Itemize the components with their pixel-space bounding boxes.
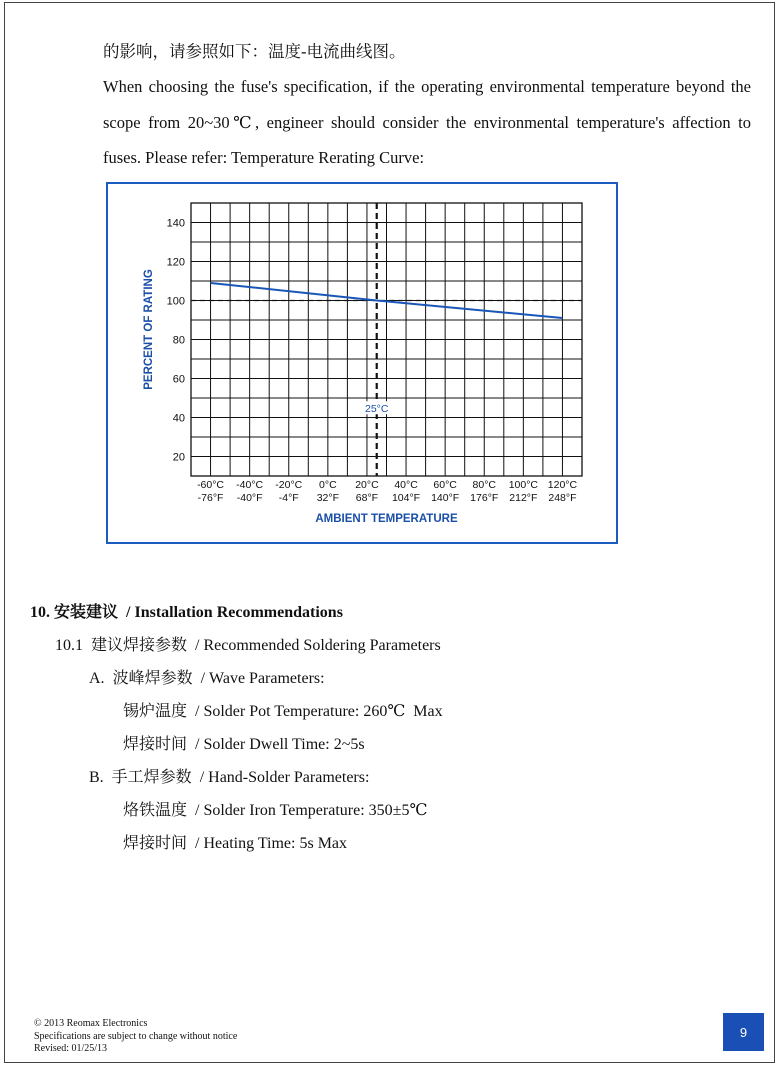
hand-label: B. [89,769,104,786]
y-tick-label: 140 [166,217,185,230]
solder-iron-temperature-cn: 烙铁温度 [123,802,188,819]
x-tick-label-fahrenheit: 248°F [548,492,577,504]
x-tick-label-celsius: 100°C [508,479,539,491]
solder-iron-temperature-line [123,797,427,820]
x-tick-label-fahrenheit: 212°F [509,492,538,504]
wave-title-cn: 波峰焊参数 [112,670,193,687]
reference-label: 25°C [364,402,389,415]
x-tick-label-fahrenheit: 68°F [355,492,379,504]
heating-time-cn: 焊接时间 [123,835,188,852]
x-tick-label-fahrenheit: 176°F [470,492,499,504]
footer-notice: Specifications are subject to change without notice [34,1030,238,1042]
x-tick-label-celsius: 60°C [433,479,457,491]
section-10-1-number: 10.1 [55,637,83,654]
y-tick-label: 20 [172,451,185,464]
x-tick-label-celsius: 0°C [319,479,337,491]
rerating-chart [108,184,620,546]
solder-dwell-time-line [123,731,365,754]
solder-dwell-time-cn: 焊接时间 [123,736,188,753]
x-tick-label-fahrenheit: 32°F [316,492,339,504]
x-tick-label-celsius: -20°C [275,479,303,491]
intro-en-text: When choosing the fuse's specification, if the operating environmental temperature beyond the scope from 20~30℃, engineer should consider the environmental temperature's affection to fuses. Please refer: Temperature Rerating Curve: [103,77,751,167]
x-tick-label-fahrenheit: -76°F [197,492,224,504]
intro-cn-text: 的影响，请参照如下：温度-电流曲线图。 [103,42,406,61]
x-tick-label-fahrenheit: 104°F [391,492,421,504]
section-10-1-title-cn: 建议焊接参数 [91,637,188,654]
hand-title-en: / Hand-Solder Parameters: [199,769,370,786]
solder-dwell-time-en: / Solder Dwell Time: 2~5s [195,736,365,753]
solder-pot-temperature-en: / Solder Pot Temperature: 260℃ Max [195,703,443,720]
solder-pot-temperature-line [123,698,443,721]
x-tick-label-fahrenheit: -4°F [278,492,299,504]
x-tick-label-celsius: 40°C [394,479,418,491]
footer-revised: Revised: 01/25/13 [34,1043,108,1054]
section-10-1-title-en: / Recommended Soldering Parameters [195,637,441,654]
section-10-1-title [55,632,441,655]
y-tick-label: 120 [166,256,185,269]
wave-title-en: / Wave Parameters: [200,670,325,687]
footer-copyright: © 2013 Reomax Electronics [34,1018,148,1029]
page-number-box [723,1013,764,1051]
x-tick-label-celsius: 80°C [472,479,496,491]
section-10-title [30,599,343,622]
x-tick-label-celsius: 20°C [355,479,379,491]
y-tick-label: 40 [172,412,185,425]
x-tick-label-fahrenheit: 140°F [431,492,460,504]
wave-parameters-heading [89,665,325,688]
heating-time-line [123,830,347,853]
solder-iron-temperature-en: / Solder Iron Temperature: 350±5℃ [195,802,428,819]
y-tick-label: 100 [166,295,185,308]
solder-pot-temperature-cn: 锡炉温度 [123,703,188,720]
y-tick-label: 80 [172,334,185,347]
hand-title-cn: 手工焊参数 [111,769,192,786]
x-tick-label-celsius: -40°C [236,479,264,491]
section-10-title-en: / Installation Recommendations [126,604,343,621]
y-axis-title: PERCENT OF RATING [143,269,155,390]
wave-label: A. [89,670,105,687]
page-number: 9 [739,1024,748,1040]
heating-time-en: / Heating Time: 5s Max [195,835,348,852]
x-axis-title: AMBIENT TEMPERATURE [315,513,458,525]
page-footer [34,1018,237,1056]
y-tick-label: 60 [172,373,185,386]
hand-solder-parameters-heading [89,764,369,787]
section-10-title-cn: 安装建议 [54,604,119,621]
section-10-number: 10. [30,604,50,621]
rerating-chart-figure [106,182,618,544]
x-tick-label-celsius: -60°C [197,479,225,491]
x-tick-label-fahrenheit: -40°F [236,492,263,504]
x-tick-label-celsius: 120°C [547,479,578,491]
